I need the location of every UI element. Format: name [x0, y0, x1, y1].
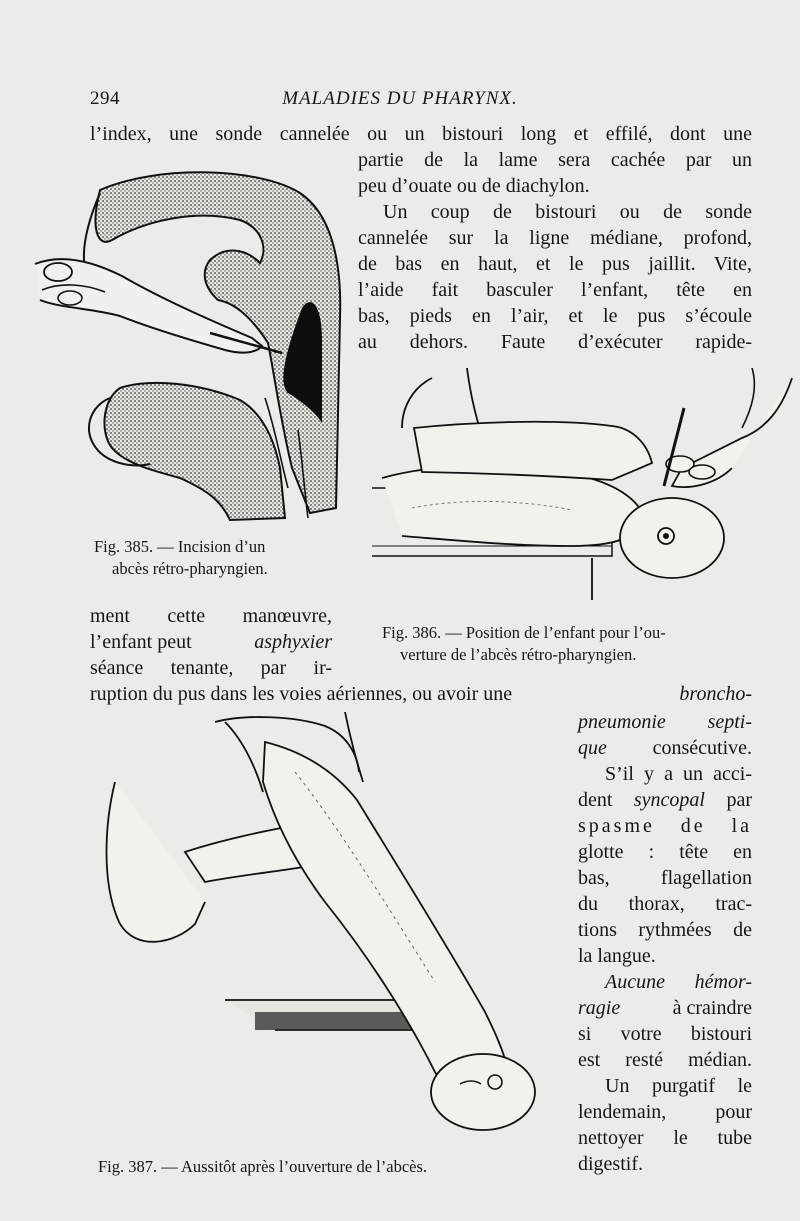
text-line: S’il y a un acci- [605, 763, 752, 785]
text-line: ment cette manœuvre, [90, 605, 332, 627]
text-line: la langue. [578, 945, 656, 967]
italic-term: ragie [578, 997, 621, 1019]
text-line: au dehors. Faute d’exécuter rapide- [358, 331, 752, 353]
figure-385-caption: abcès rétro-pharyngien. [112, 559, 268, 578]
figure-386-caption: verture de l’abcès rétro-pharyngien. [400, 645, 637, 664]
text-fragment: à craindre [672, 997, 752, 1019]
text-line: bas, pieds en l’air, et le pus s’écoule [358, 305, 752, 327]
text-line [578, 786, 752, 814]
text-fragment: dent [578, 789, 613, 811]
text-line: lendemain, pour [578, 1101, 752, 1123]
text-line: du thorax, trac- [578, 893, 752, 915]
text-line: séance tenante, par ir- [90, 657, 332, 679]
text-line: partie de la lame sera cachée par un [358, 149, 752, 171]
running-title: MALADIES DU PHARYNX. [282, 88, 518, 109]
text-line: peu d’ouate ou de diachylon. [358, 175, 590, 197]
text-line: l’aide fait basculer l’enfant, tête en [358, 279, 752, 301]
italic-term: que [578, 737, 607, 759]
running-header [0, 86, 800, 116]
text-line: nettoyer le tube [578, 1127, 752, 1149]
italic-term: broncho- [679, 683, 752, 705]
text-line: tions rythmées de [578, 919, 752, 941]
text-line: est resté médian. [578, 1049, 752, 1071]
text-line [90, 680, 752, 708]
text-fragment: l’enfant peut [90, 631, 192, 653]
text-line [578, 734, 752, 762]
text-line: spasme de la [578, 815, 752, 837]
figure-387-child-upside-down [95, 712, 575, 1152]
page-number: 294 [90, 88, 120, 109]
text-line: bas, flagellation [578, 867, 752, 889]
figure-385-pharynx-section [30, 168, 350, 528]
text-fragment: consécutive. [652, 737, 752, 759]
italic-term: Aucune hémor- [605, 971, 752, 993]
text-fragment: par [726, 789, 752, 811]
figure-385-caption: Fig. 385. — Incision d’un [94, 537, 266, 556]
italic-term: syncopal [633, 789, 705, 811]
text-line: de bas en haut, et le pus jaillit. Vite, [358, 253, 752, 275]
text-line: si votre bistouri [578, 1023, 752, 1045]
text-line [90, 628, 332, 656]
text-line: cannelée sur la ligne médiane, profond, [358, 227, 752, 249]
text-fragment: ruption du pus dans les voies aériennes, ou avoir une [90, 683, 513, 705]
text-line: glotte : tête en [578, 841, 752, 863]
figure-386-operation-position [372, 368, 798, 618]
italic-term: pneumonie septi- [578, 711, 752, 733]
text-line [578, 994, 752, 1022]
figure-387-caption: Fig. 387. — Aussitôt après l’ouverture de l’abcès. [98, 1157, 428, 1176]
text-line: Un purgatif le [605, 1075, 752, 1097]
text-line: l’index, une sonde cannelée ou un bistouri long et effilé, dont une [90, 123, 752, 145]
text-line [578, 708, 752, 736]
text-line: digestif. [578, 1153, 643, 1175]
italic-term: asphyxier [254, 631, 332, 653]
text-line: Un coup de bistouri ou de sonde [383, 201, 752, 223]
text-line [605, 968, 752, 996]
figure-386-caption: Fig. 386. — Position de l’enfant pour l’ou- [382, 623, 666, 642]
